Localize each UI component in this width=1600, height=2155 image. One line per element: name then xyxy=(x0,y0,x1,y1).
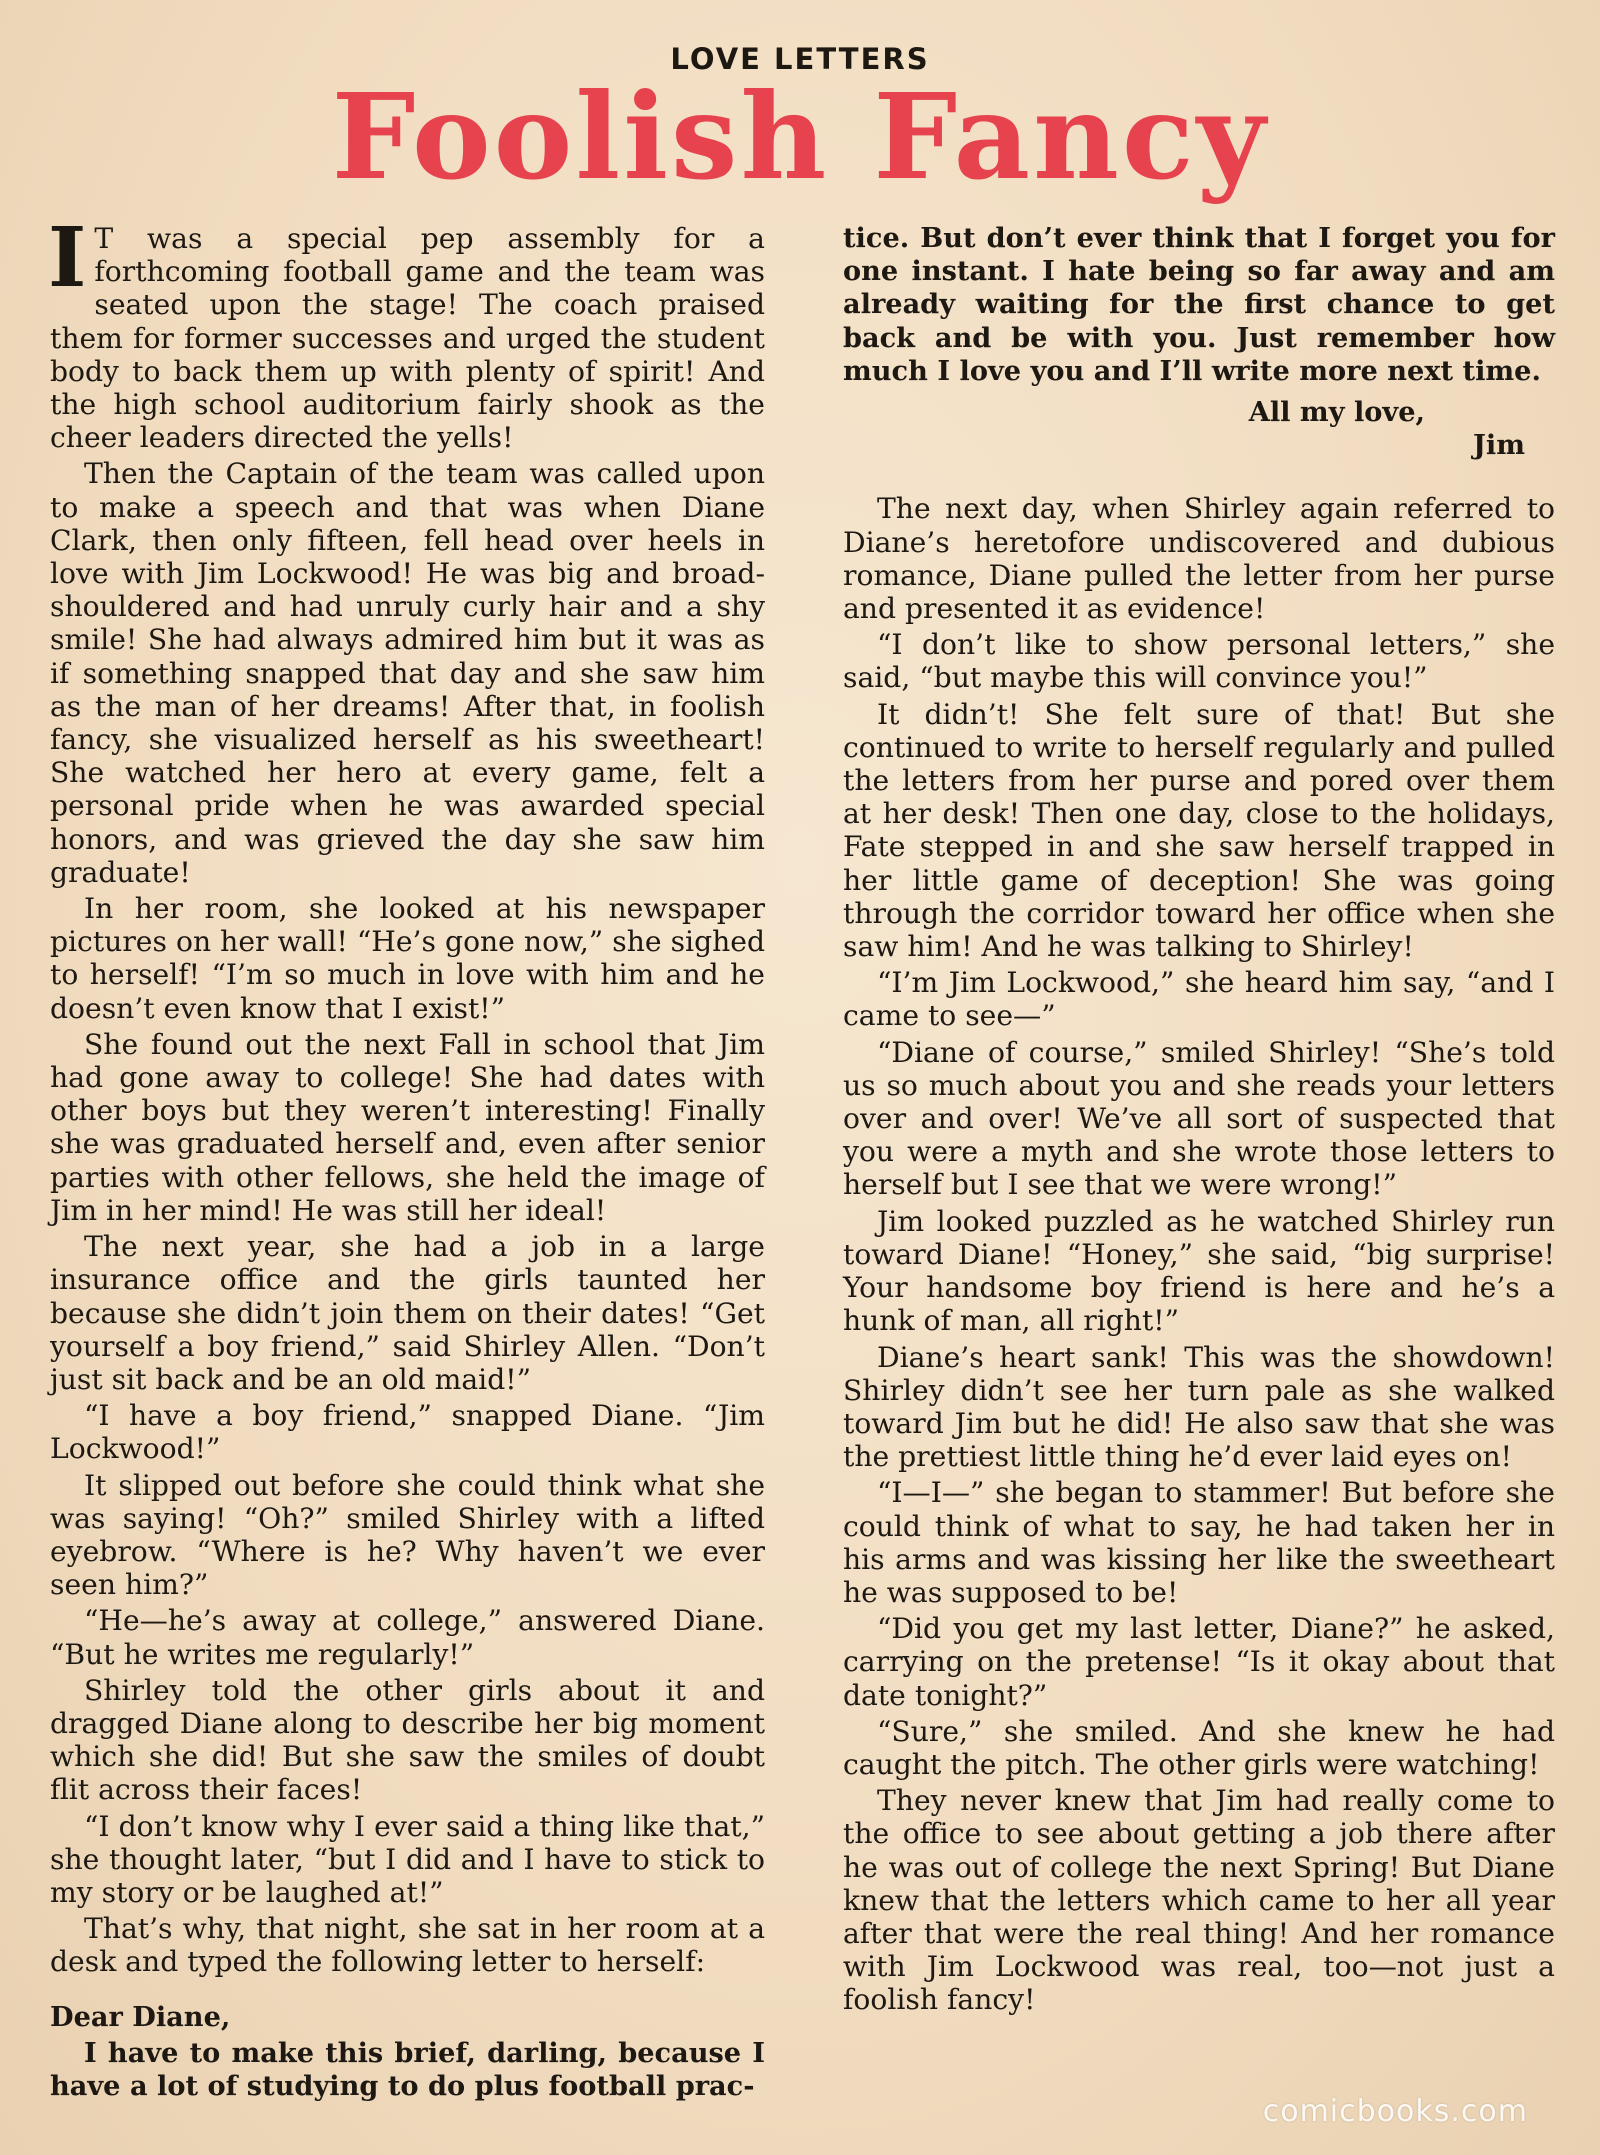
paragraph: Jim looked puzzled as he watched Shirley run toward Diane! “Honey,” she said, “big surprise! Your handsome boy friend is here and he’s a hunk of man, all right!” xyxy=(843,1204,1555,1338)
paragraph: “I don’t know why I ever said a thing like that,” she thought later, “but I did and I have to stick to my story or be laughed at!” xyxy=(50,1809,765,1909)
letter-closing: All my love, xyxy=(1248,396,1425,429)
paragraph: That’s why, that night, she sat in her room at a desk and typed the following letter to herself: xyxy=(50,1912,765,1979)
paragraph: The next day, when Shirley again referred to Diane’s heretofore undiscovered and dubious romance, Diane pulled the letter from her purse and presented it as evidence! xyxy=(843,492,1555,626)
paragraph: She found out the next Fall in school that Jim had gone away to college! She had dates with other boys but they weren’t interesting! Finally she was graduated herself and, even after senior parties with other fellows, she held the image of Jim in her mind! He was still her ideal! xyxy=(50,1027,765,1227)
paragraph: “I don’t like to show personal letters,” she said, “but maybe this will convince you!” xyxy=(843,628,1555,695)
paragraph: “I’m Jim Lockwood,” she heard him say, “and I came to see—” xyxy=(843,966,1555,1033)
letter-salutation: Dear Diane, xyxy=(50,2000,231,2033)
paragraph: In her room, she looked at his newspaper pictures on her wall! “He’s gone now,” she sighed to herself! “I’m so much in love with him and he doesn’t even know that I exist!” xyxy=(50,892,765,1025)
paragraph: Shirley told the other girls about it and dragged Diane along to describe her big moment which she did! But she saw the smiles of doubt flit across their faces! xyxy=(50,1673,765,1807)
story-title: Foolish Fancy xyxy=(331,67,1269,206)
paragraph: It didn’t! She felt sure of that! But she continued to write to herself regularly and pulled the letters from her purse and pored over them at her desk! Then one day, close to the holidays, Fate stepped in and she saw herself trapped in her little game of deception! She was going through the corridor toward her office when she saw him! And he was talking to Shirley! xyxy=(843,697,1555,964)
letter-paragraph: I have to make this brief, darling, because I have a lot of studying to do plus football prac- xyxy=(50,2036,765,2102)
paragraph: They never knew that Jim had really come to the office to see about getting a job there after he was out of college the next Spring! But Diane knew that the letters which came to her all year after that were the real thing! And her romance with Jim Lockwood was real, too—not just a foolish fancy! xyxy=(843,1784,1555,2017)
paragraph-text: T was a special pep assembly for a forthcoming football game and the team was seated upon the stage! The coach praised them for former successes and urged the student body to back them up with plenty of spirit! And the high school auditorium fairly shook as the cheer leaders directed the yells! xyxy=(50,222,765,455)
drop-cap: I xyxy=(48,210,87,306)
paragraph: “He—he’s away at college,” answered Diane. “But he writes me regularly!” xyxy=(50,1604,765,1671)
paragraph: It slipped out before she could think what she was saying! “Oh?” smiled Shirley with a lifted eyebrow. “Where is he? Why haven’t we ever seen him?” xyxy=(50,1468,765,1602)
letter-paragraph: tice. But don’t ever think that I forget you for one instant. I hate being so far away and am already waiting for the first chance to get back and be with you. Just remember how much I love you and I’ll write more next time. xyxy=(843,222,1555,387)
paragraph: Diane’s heart sank! This was the showdown! Shirley didn’t see her turn pale as she walked toward Jim but he did! He also saw that she was the prettiest little thing he’d ever laid eyes on! xyxy=(843,1340,1555,1474)
paragraph: “Diane of course,” smiled Shirley! “She’s told us so much about you and she reads your letters over and over! We’ve all sort of suspected that you were a myth and she wrote those letters to herself but I see that we were wrong!” xyxy=(843,1035,1555,1202)
paragraph: Then the Captain of the team was called upon to make a speech and that was when Diane Clark, then only fifteen, fell head over heels in love with Jim Lockwood! He was big and broad-shouldered and had unruly curly hair and a shy smile! She had always admired him but it was as if something snapped that day and she saw him as the man of her dreams! After that, in foolish fancy, she visualized herself as his sweetheart! She watched her hero at every game, felt a personal pride when he was awarded special honors, and was grieved the day she saw him graduate! xyxy=(50,457,765,889)
letter-signature: Jim xyxy=(1473,429,1525,462)
left-column xyxy=(48,210,765,2106)
paragraph: The next year, she had a job in a large insurance office and the girls taunted her because she didn’t join them on their dates! “Get yourself a boy friend,” said Shirley Allen. “Don’t just sit back and be an old maid!” xyxy=(50,1230,765,1396)
source-watermark: comicbooks.com xyxy=(1262,2094,1528,2129)
paragraph: “Sure,” she smiled. And she knew he had caught the pitch. The other girls were watching! xyxy=(843,1714,1555,1781)
paragraph: “I have a boy friend,” snapped Diane. “Jim Lockwood!” xyxy=(50,1399,765,1466)
letter-block xyxy=(50,2001,765,2104)
paragraph: “Did you get my last letter, Diane?” he asked, carrying on the pretense! “Is it okay about that date tonight?” xyxy=(843,1612,1555,1712)
right-column xyxy=(843,222,1555,2020)
paragraph xyxy=(48,210,765,455)
paragraph: “I—I—” she began to stammer! But before she could think of what to say, he had taken her in his arms and was kissing her like the sweetheart he was supposed to be! xyxy=(843,1476,1555,1609)
letter-block-continued xyxy=(843,222,1555,462)
series-kicker: LOVE LETTERS xyxy=(670,42,930,76)
